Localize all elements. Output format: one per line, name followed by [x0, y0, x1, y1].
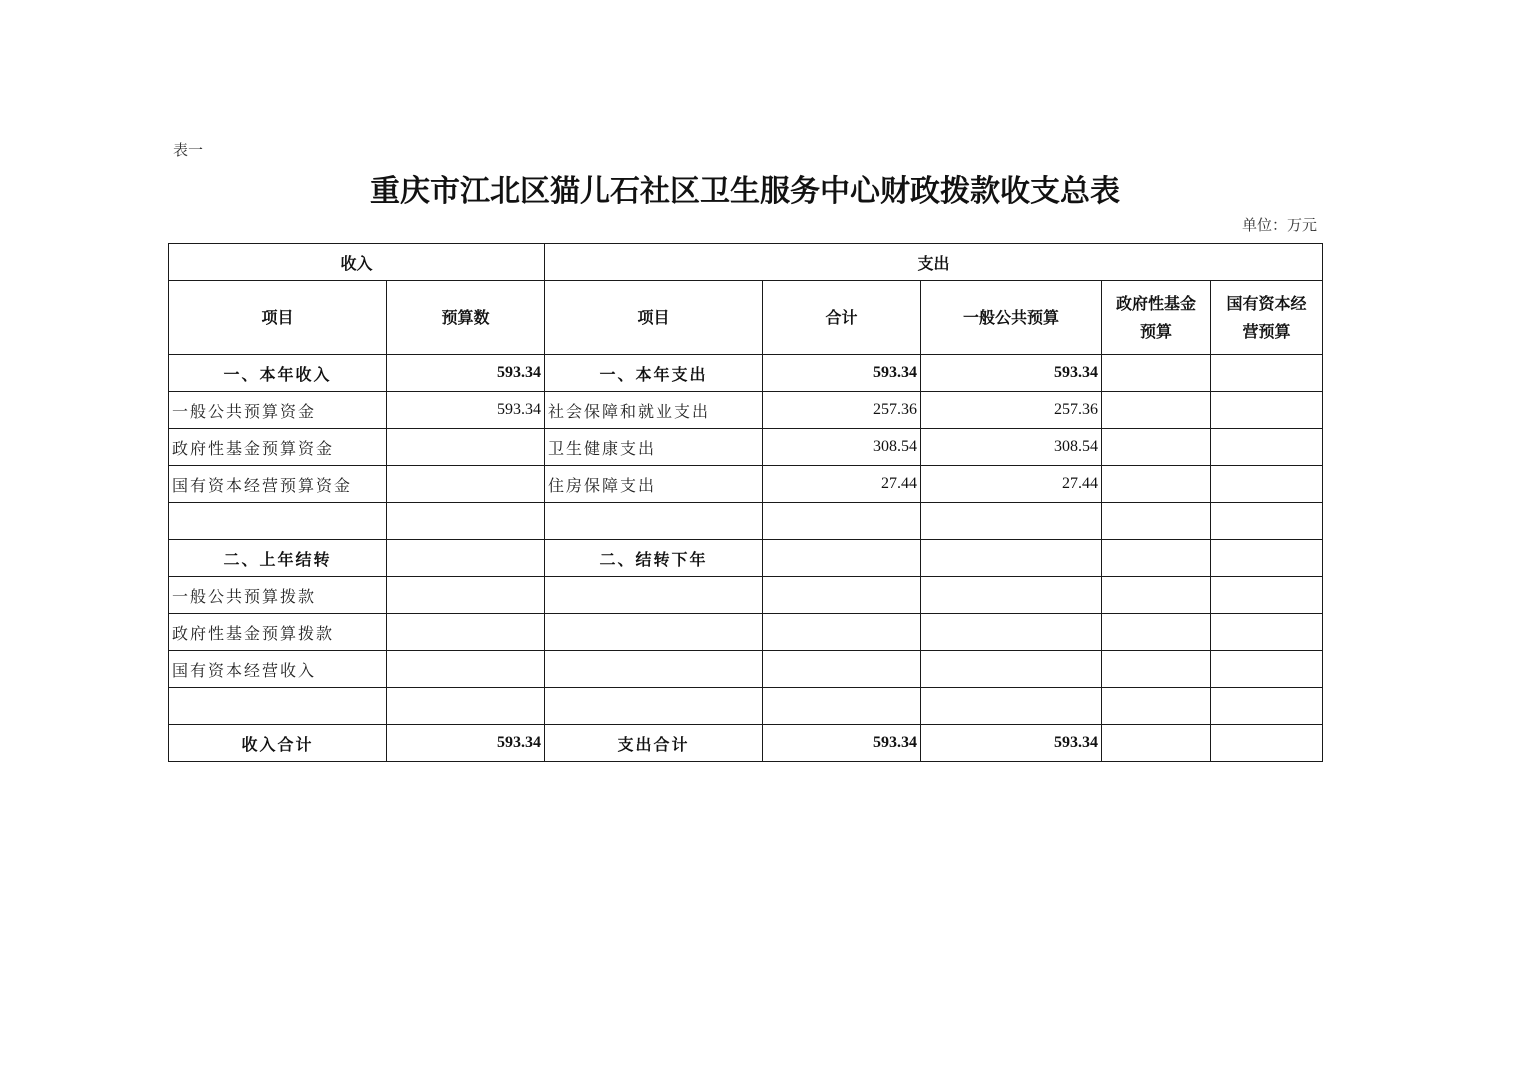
table-row — [169, 540, 1323, 577]
general-budget-cell — [921, 651, 1102, 688]
expense-item-cell — [545, 503, 763, 540]
table-row — [169, 688, 1323, 725]
total-cell: 593.34 — [763, 725, 921, 762]
general-budget-cell: 257.36 — [921, 392, 1102, 429]
total-cell — [763, 651, 921, 688]
income-amount-cell — [387, 429, 545, 466]
expense-item-cell: 一、本年支出 — [545, 355, 763, 392]
gov-fund-cell — [1102, 429, 1211, 466]
gov-fund-cell — [1102, 688, 1211, 725]
expense-item-cell — [545, 688, 763, 725]
table-row — [169, 503, 1323, 540]
gov-fund-cell — [1102, 651, 1211, 688]
table-row — [169, 577, 1323, 614]
total-cell: 308.54 — [763, 429, 921, 466]
income-item-cell: 一般公共预算资金 — [169, 392, 387, 429]
income-amount-cell — [387, 503, 545, 540]
table-row — [169, 392, 1323, 429]
total-cell: 593.34 — [763, 355, 921, 392]
col-header-gov-fund — [1102, 281, 1211, 355]
state-capital-cell — [1211, 392, 1323, 429]
gov-fund-cell — [1102, 725, 1211, 762]
table-label: 表一 — [173, 141, 204, 159]
income-group-header: 收入 — [169, 244, 545, 281]
group-header-row — [169, 244, 1323, 281]
expense-item-cell — [545, 614, 763, 651]
expense-item-cell: 社会保障和就业支出 — [545, 392, 763, 429]
income-item-cell: 政府性基金预算资金 — [169, 429, 387, 466]
income-amount-cell — [387, 651, 545, 688]
state-capital-cell — [1211, 651, 1323, 688]
col-header-general-budget: 一般公共预算 — [921, 281, 1102, 355]
total-cell — [763, 503, 921, 540]
unit-label: 单位：万元 — [1241, 216, 1317, 234]
general-budget-cell: 308.54 — [921, 429, 1102, 466]
state-capital-cell — [1211, 429, 1323, 466]
general-budget-cell: 27.44 — [921, 466, 1102, 503]
expense-item-cell — [545, 577, 763, 614]
column-header-row — [169, 281, 1323, 355]
income-item-cell — [169, 688, 387, 725]
total-cell: 27.44 — [763, 466, 921, 503]
table-row — [169, 614, 1323, 651]
gov-fund-cell — [1102, 614, 1211, 651]
income-amount-cell: 593.34 — [387, 392, 545, 429]
income-item-cell: 政府性基金预算拨款 — [169, 614, 387, 651]
gov-fund-cell — [1102, 355, 1211, 392]
expense-item-cell: 住房保障支出 — [545, 466, 763, 503]
expense-item-cell: 二、结转下年 — [545, 540, 763, 577]
total-cell: 257.36 — [763, 392, 921, 429]
state-capital-cell — [1211, 540, 1323, 577]
income-item-cell: 国有资本经营收入 — [169, 651, 387, 688]
table-row — [169, 466, 1323, 503]
gov-fund-cell — [1102, 503, 1211, 540]
state-capital-cell — [1211, 614, 1323, 651]
income-item-cell: 二、上年结转 — [169, 540, 387, 577]
state-capital-cell — [1211, 577, 1323, 614]
general-budget-cell — [921, 503, 1102, 540]
income-amount-cell — [387, 466, 545, 503]
total-cell — [763, 688, 921, 725]
table-row — [169, 429, 1323, 466]
page-title: 重庆市江北区猫儿石社区卫生服务中心财政拨款收支总表 — [370, 174, 1120, 209]
general-budget-cell — [921, 540, 1102, 577]
income-item-cell — [169, 503, 387, 540]
general-budget-cell — [921, 577, 1102, 614]
col-header-budget-amount: 预算数 — [387, 281, 545, 355]
income-amount-cell — [387, 688, 545, 725]
table-row — [169, 725, 1323, 762]
expense-item-cell: 支出合计 — [545, 725, 763, 762]
general-budget-cell — [921, 614, 1102, 651]
gov-fund-cell — [1102, 540, 1211, 577]
expense-item-cell: 卫生健康支出 — [545, 429, 763, 466]
col-header-total: 合计 — [763, 281, 921, 355]
expense-item-cell — [545, 651, 763, 688]
total-cell — [763, 540, 921, 577]
table-row — [169, 355, 1323, 392]
col-header-gov-fund-label: 政府性基金预算 — [1116, 293, 1197, 341]
total-cell — [763, 614, 921, 651]
state-capital-cell — [1211, 503, 1323, 540]
general-budget-cell: 593.34 — [921, 355, 1102, 392]
income-amount-cell — [387, 540, 545, 577]
income-amount-cell — [387, 614, 545, 651]
gov-fund-cell — [1102, 577, 1211, 614]
income-amount-cell: 593.34 — [387, 725, 545, 762]
col-header-income-item: 项目 — [169, 281, 387, 355]
income-amount-cell: 593.34 — [387, 355, 545, 392]
gov-fund-cell — [1102, 466, 1211, 503]
col-header-expense-item: 项目 — [545, 281, 763, 355]
col-header-state-capital — [1211, 281, 1323, 355]
state-capital-cell — [1211, 355, 1323, 392]
total-cell — [763, 577, 921, 614]
fiscal-summary-table — [168, 243, 1323, 762]
col-header-state-capital-label: 国有资本经营预算 — [1226, 293, 1307, 341]
general-budget-cell: 593.34 — [921, 725, 1102, 762]
income-item-cell: 国有资本经营预算资金 — [169, 466, 387, 503]
state-capital-cell — [1211, 466, 1323, 503]
gov-fund-cell — [1102, 392, 1211, 429]
income-item-cell: 一般公共预算拨款 — [169, 577, 387, 614]
expense-group-header: 支出 — [545, 244, 1323, 281]
income-item-cell: 一、本年收入 — [169, 355, 387, 392]
income-amount-cell — [387, 577, 545, 614]
state-capital-cell — [1211, 725, 1323, 762]
state-capital-cell — [1211, 688, 1323, 725]
table-row — [169, 651, 1323, 688]
general-budget-cell — [921, 688, 1102, 725]
income-item-cell: 收入合计 — [169, 725, 387, 762]
